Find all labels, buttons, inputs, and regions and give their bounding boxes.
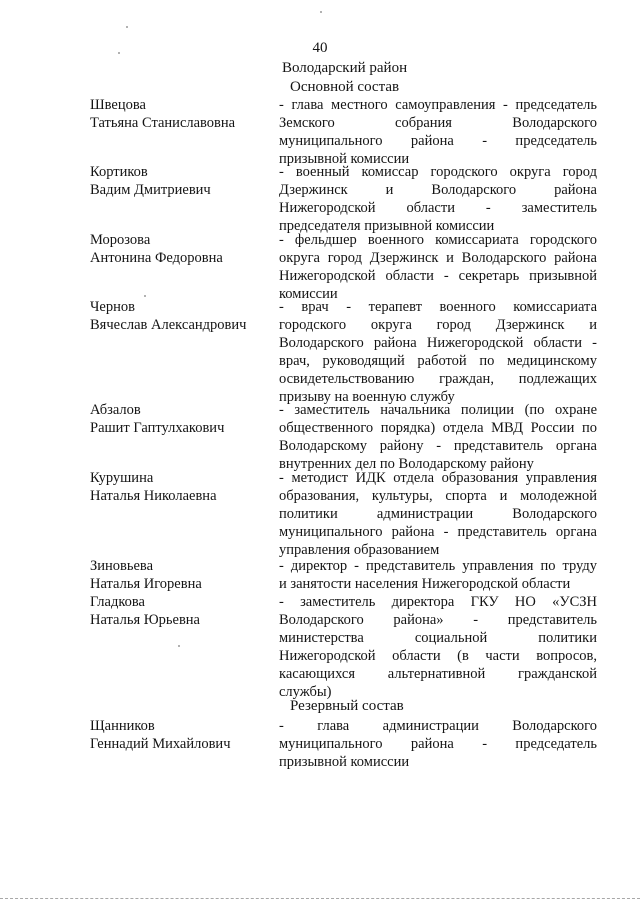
member-surname: Кортиков xyxy=(90,164,148,180)
role-line: касающихся альтернативной гражданской xyxy=(279,666,597,682)
member-surname: Чернов xyxy=(90,299,135,315)
member-given-names: Татьяна Станиславовна xyxy=(90,115,236,131)
role-line: призывной комиссии xyxy=(279,754,410,770)
role-line: и занятости населения Нижегородской области xyxy=(279,576,571,592)
member-surname: Зиновьева xyxy=(90,558,154,574)
role-line: - директор - представитель управления по труду xyxy=(279,558,597,574)
main-composition-heading: Основной состав xyxy=(290,79,400,95)
reserve-composition-heading: Резервный состав xyxy=(290,698,404,714)
district-title: Володарский район xyxy=(282,60,408,76)
scan-speck xyxy=(178,645,180,647)
scan-speck xyxy=(144,295,146,297)
scan-speck xyxy=(126,26,128,28)
member-surname: Гладкова xyxy=(90,594,145,610)
role-line: муниципального района - председатель xyxy=(279,736,597,752)
member-surname: Абзалов xyxy=(90,402,141,418)
role-line: политики администрации Володарского xyxy=(279,506,597,522)
member-role xyxy=(279,593,597,701)
role-line: округа город Дзержинск и Володарского района xyxy=(279,250,597,266)
member-given-names: Наталья Николаевна xyxy=(90,488,217,504)
role-line: - методист ИДК отдела образования управления xyxy=(279,470,597,486)
member-role xyxy=(279,163,597,235)
member-role xyxy=(279,557,597,593)
role-line: - военный комиссар городского округа город xyxy=(279,164,597,180)
member-given-names: Наталья Игоревна xyxy=(90,576,202,592)
scan-speck xyxy=(320,11,322,13)
role-line: врач, руководящий работой по медицинскому xyxy=(279,353,597,369)
role-line: - глава местного самоуправления - председатель xyxy=(279,97,597,113)
role-line: Володарского района Нижегородской области - xyxy=(279,335,597,351)
member-role xyxy=(279,401,597,473)
role-line: управления образованием xyxy=(279,542,440,558)
member-role xyxy=(279,469,597,559)
role-line: Нижегородской области (в части вопросов, xyxy=(279,648,597,664)
role-line: Нижегородской области - заместитель xyxy=(279,200,597,216)
role-line: - заместитель директора ГКУ НО «УСЗН xyxy=(279,594,597,610)
role-line: - заместитель начальника полиции (по охране xyxy=(279,402,597,418)
scan-speck xyxy=(118,52,120,54)
role-line: внутренних дел по Володарскому району xyxy=(279,456,534,472)
role-line: службы) xyxy=(279,684,332,700)
member-surname: Щанников xyxy=(90,718,155,734)
member-given-names: Вячеслав Александрович xyxy=(90,317,247,333)
member-role xyxy=(279,231,597,303)
member-surname: Курушина xyxy=(90,470,154,486)
member-role xyxy=(279,96,597,168)
role-line: призыву на военную службу xyxy=(279,389,455,405)
role-line: Володарскому району - представитель органа xyxy=(279,438,597,454)
role-line: освидетельствованию граждан, подлежащих xyxy=(279,371,597,387)
member-role xyxy=(279,298,597,406)
member-given-names: Наталья Юрьевна xyxy=(90,612,200,628)
role-line: призывной комиссии xyxy=(279,151,410,167)
scan-edge-rule xyxy=(0,898,640,899)
role-line: комиссии xyxy=(279,286,338,302)
role-line: Володарского района» - представитель xyxy=(279,612,597,628)
role-line: - глава администрации Володарского xyxy=(279,718,597,734)
role-line: Дзержинск и Володарского района xyxy=(279,182,597,198)
role-line: председателя призывной комиссии xyxy=(279,218,495,234)
member-given-names: Рашит Гаптулхакович xyxy=(90,420,225,436)
member-given-names: Антонина Федоровна xyxy=(90,250,223,266)
member-surname: Швецова xyxy=(90,97,146,113)
member-given-names: Геннадий Михайлович xyxy=(90,736,231,752)
page-number: 40 xyxy=(312,40,328,56)
member-role xyxy=(279,717,597,771)
role-line: министерства социальной политики xyxy=(279,630,597,646)
role-line: - фельдшер военного комиссариата городского xyxy=(279,232,597,248)
role-line: городского округа город Дзержинск и xyxy=(279,317,597,333)
role-line: Нижегородской области - секретарь призывной xyxy=(279,268,597,284)
role-line: образования, культуры, спорта и молодежной xyxy=(279,488,597,504)
role-line: Земского собрания Володарского xyxy=(279,115,597,131)
member-surname: Морозова xyxy=(90,232,151,248)
role-line: общественного порядка) отдела МВД России по xyxy=(279,420,597,436)
member-given-names: Вадим Дмитриевич xyxy=(90,182,211,198)
role-line: муниципального района - представитель органа xyxy=(279,524,597,540)
role-line: муниципального района - председатель xyxy=(279,133,597,149)
role-line: - врач - терапевт военного комиссариата xyxy=(279,299,597,315)
